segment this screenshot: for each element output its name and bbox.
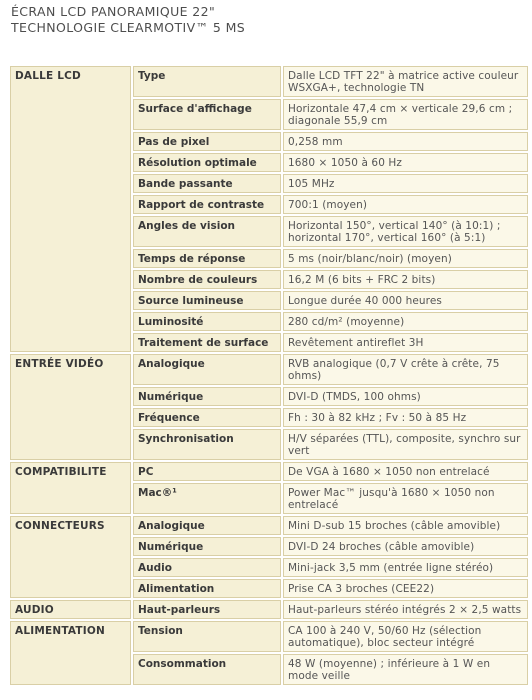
spec-value: Fh : 30 à 82 kHz ; Fv : 50 à 85 Hz: [283, 408, 528, 427]
spec-label: Résolution optimale: [133, 153, 281, 172]
section-category: DALLE LCD: [10, 66, 131, 352]
spec-value: RVB analogique (0,7 V crête à crête, 75 ohms): [283, 354, 528, 385]
spec-label: Fréquence: [133, 408, 281, 427]
spec-value: De VGA à 1680 × 1050 non entrelacé: [283, 462, 528, 481]
spec-row: [10, 516, 528, 535]
title-line-1: ÉCRAN LCD PANORAMIQUE 22": [11, 4, 216, 19]
spec-label: Bande passante: [133, 174, 281, 193]
spec-value: 700:1 (moyen): [283, 195, 528, 214]
spec-row: [10, 600, 528, 619]
spec-label: Mac®¹: [133, 483, 281, 514]
spec-value: Mini D-sub 15 broches (câble amovible): [283, 516, 528, 535]
spec-table: [8, 64, 530, 687]
spec-row: [10, 354, 528, 385]
spec-value: Haut-parleurs stéréo intégrés 2 × 2,5 watts: [283, 600, 528, 619]
spec-label: Synchronisation: [133, 429, 281, 460]
spec-value: DVI-D 24 broches (câble amovible): [283, 537, 528, 556]
section-category: CONNECTEURS: [10, 516, 131, 598]
spec-label: Analogique: [133, 354, 281, 385]
spec-label: Source lumineuse: [133, 291, 281, 310]
spec-value: Dalle LCD TFT 22" à matrice active couleur WSXGA+, technologie TN: [283, 66, 528, 97]
spec-label: Analogique: [133, 516, 281, 535]
spec-value: Mini-jack 3,5 mm (entrée ligne stéréo): [283, 558, 528, 577]
spec-value: Revêtement antireflet 3H: [283, 333, 528, 352]
spec-row: [10, 621, 528, 652]
spec-value: CA 100 à 240 V, 50/60 Hz (sélection automatique), bloc secteur intégré: [283, 621, 528, 652]
spec-value: Power Mac™ jusqu'à 1680 × 1050 non entrelacé: [283, 483, 528, 514]
spec-label: Rapport de contraste: [133, 195, 281, 214]
spec-label: Type: [133, 66, 281, 97]
section-category: ENTRÉE VIDÉO: [10, 354, 131, 460]
title-line-2: TECHNOLOGIE CLEARMOTIV™ 5 MS: [11, 20, 246, 35]
page-title: [11, 4, 245, 36]
spec-value: DVI-D (TMDS, 100 ohms): [283, 387, 528, 406]
spec-value: 16,2 M (6 bits + FRC 2 bits): [283, 270, 528, 289]
spec-value: 105 MHz: [283, 174, 528, 193]
section-category: COMPATIBILITE: [10, 462, 131, 514]
spec-row: [10, 66, 528, 97]
spec-label: Alimentation: [133, 579, 281, 598]
spec-label: Surface d'affichage: [133, 99, 281, 130]
section-category: AUDIO: [10, 600, 131, 619]
spec-label: Traitement de surface: [133, 333, 281, 352]
spec-value: 280 cd/m² (moyenne): [283, 312, 528, 331]
spec-label: Nombre de couleurs: [133, 270, 281, 289]
spec-value: 1680 × 1050 à 60 Hz: [283, 153, 528, 172]
spec-label: PC: [133, 462, 281, 481]
spec-label: Numérique: [133, 387, 281, 406]
section-category: ALIMENTATION: [10, 621, 131, 685]
spec-label: Audio: [133, 558, 281, 577]
spec-value: 5 ms (noir/blanc/noir) (moyen): [283, 249, 528, 268]
spec-label: Temps de réponse: [133, 249, 281, 268]
spec-label: Angles de vision: [133, 216, 281, 247]
spec-value: Longue durée 40 000 heures: [283, 291, 528, 310]
spec-value: 0,258 mm: [283, 132, 528, 151]
spec-label: Numérique: [133, 537, 281, 556]
spec-label: Pas de pixel: [133, 132, 281, 151]
spec-value: Horizontale 47,4 cm × verticale 29,6 cm ; diagonale 55,9 cm: [283, 99, 528, 130]
spec-value: 48 W (moyenne) ; inférieure à 1 W en mode veille: [283, 654, 528, 685]
spec-label: Consommation: [133, 654, 281, 685]
spec-label: Tension: [133, 621, 281, 652]
spec-label: Luminosité: [133, 312, 281, 331]
spec-value: H/V séparées (TTL), composite, synchro sur vert: [283, 429, 528, 460]
spec-label: Haut-parleurs: [133, 600, 281, 619]
spec-value: Horizontal 150°, vertical 140° (à 10:1) ; horizontal 170°, vertical 160° (à 5:1): [283, 216, 528, 247]
spec-row: [10, 462, 528, 481]
spec-value: Prise CA 3 broches (CEE22): [283, 579, 528, 598]
